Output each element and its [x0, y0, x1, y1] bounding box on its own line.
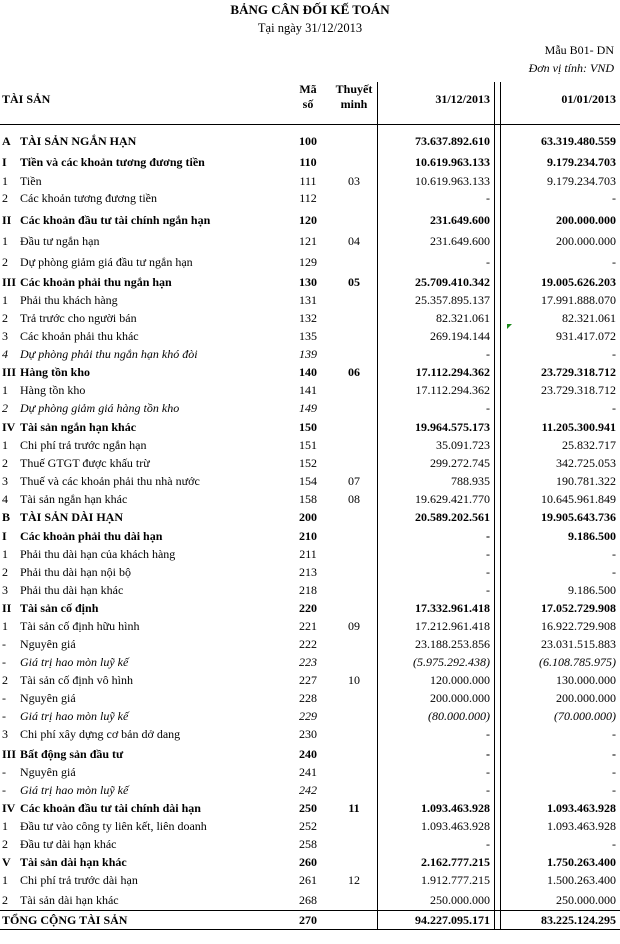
value-2013: 10.619.963.133 — [415, 155, 490, 169]
value-2012: 9.179.234.703 — [547, 174, 616, 188]
row-code: 129 — [299, 255, 317, 269]
row-number: V — [2, 855, 11, 869]
row-note: 10 — [348, 673, 360, 687]
row-number: 4 — [2, 492, 8, 506]
value-2013: 269.194.144 — [430, 329, 490, 343]
value-2013: 35.091.723 — [436, 438, 490, 452]
row-code: 218 — [299, 583, 317, 597]
row-label: Dự phòng giảm giá đầu tư ngắn hạn — [20, 255, 193, 269]
value-2013: 82.321.061 — [436, 311, 490, 325]
table-row — [0, 653, 620, 671]
value-2013: 20.589.202.561 — [415, 510, 490, 524]
row-number: 2 — [2, 673, 8, 687]
value-2013: 1.093.463.928 — [421, 801, 490, 815]
value-2012: 250.000.000 — [556, 893, 616, 907]
header-assets: TÀI SẢN — [2, 92, 51, 106]
value-2013: 120.000.000 — [430, 673, 490, 687]
total-rule-bottom — [0, 929, 620, 930]
value-2012: 10.645.961.849 — [541, 492, 616, 506]
row-note: 11 — [348, 801, 360, 815]
value-2012: 11.205.300.941 — [541, 420, 616, 434]
table-row — [0, 671, 620, 689]
row-number: I — [2, 529, 7, 543]
row-code: 120 — [299, 213, 317, 227]
value-2012: 17.991.888.070 — [541, 293, 616, 307]
value-2013: 231.649.600 — [430, 213, 490, 227]
value-2012: 23.031.515.883 — [541, 637, 616, 651]
row-code: 227 — [299, 673, 317, 687]
row-number: 1 — [2, 174, 8, 188]
header-code — [290, 82, 326, 112]
row-number: II — [2, 213, 12, 227]
row-code: 268 — [299, 893, 317, 907]
value-2012: 17.052.729.908 — [541, 601, 616, 615]
table-row — [0, 232, 620, 250]
value-2013: - — [486, 529, 490, 543]
row-code: 151 — [299, 438, 317, 452]
row-number: - — [2, 783, 6, 797]
row-note: 04 — [348, 234, 360, 248]
row-label: Tài sản cố định — [20, 601, 99, 615]
row-note: 09 — [348, 619, 360, 633]
row-number: - — [2, 691, 6, 705]
report-date: Tại ngày 31/12/2013 — [257, 21, 363, 35]
value-2013: - — [486, 583, 490, 597]
header-code-line2: số — [302, 97, 314, 111]
row-code: 100 — [299, 134, 317, 148]
row-label: Giá trị hao mòn luỹ kế — [20, 783, 129, 797]
row-number: 4 — [2, 347, 8, 361]
row-code: 121 — [299, 234, 317, 248]
value-2012: - — [612, 727, 616, 741]
value-2012: - — [612, 347, 616, 361]
row-code: 111 — [299, 174, 317, 188]
row-number: IV — [2, 420, 16, 434]
value-2012: 1.750.263.400 — [547, 855, 616, 869]
header-rule — [0, 124, 620, 125]
row-number: 1 — [2, 293, 8, 307]
row-label: Hàng tồn kho — [20, 383, 86, 397]
row-number: 1 — [2, 873, 8, 887]
table-row — [0, 418, 620, 436]
row-label: Tài sản dài hạn khác — [20, 855, 127, 869]
value-2012: 342.725.053 — [556, 456, 616, 470]
row-label: Đầu tư dài hạn khác — [20, 837, 117, 851]
row-code: 258 — [299, 837, 317, 851]
row-label: Các khoản đầu tư tài chính dài hạn — [20, 801, 201, 815]
row-label: Phải thu dài hạn của khách hàng — [20, 547, 176, 561]
row-label: Các khoản phải thu khác — [20, 329, 139, 343]
row-number: A — [2, 134, 11, 148]
table-row — [0, 563, 620, 581]
row-code: 135 — [299, 329, 317, 343]
row-number: - — [2, 765, 6, 779]
row-label: Tiền và các khoản tương đương tiền — [20, 155, 205, 169]
value-2013: (5.975.292.438) — [413, 655, 490, 669]
row-note: 05 — [348, 275, 360, 289]
value-2013: 200.000.000 — [430, 691, 490, 705]
table-row — [0, 253, 620, 271]
row-note: 08 — [348, 492, 360, 506]
table-row — [0, 781, 620, 799]
row-label: Phải thu dài hạn khác — [20, 583, 124, 597]
table-row — [0, 745, 620, 763]
row-label: Nguyên giá — [20, 765, 76, 779]
table-row — [0, 707, 620, 725]
row-code: 110 — [299, 155, 317, 169]
row-label: Tài sản dài hạn khác — [20, 893, 119, 907]
row-note: 03 — [348, 174, 360, 188]
row-code: 132 — [299, 311, 317, 325]
value-2012: 16.922.729.908 — [541, 619, 616, 633]
row-code: 229 — [299, 709, 317, 723]
row-number: III — [2, 747, 17, 761]
value-2012: 200.000.000 — [556, 691, 616, 705]
table-row — [0, 599, 620, 617]
table-row — [0, 871, 620, 889]
value-2012: 130.000.000 — [556, 673, 616, 687]
cell-comment-marker — [507, 324, 512, 329]
report-title: BẢNG CÂN ĐỐI KẾ TOÁN — [230, 2, 390, 17]
row-label: Các khoản đầu tư tài chính ngắn hạn — [20, 213, 211, 227]
table-row — [0, 436, 620, 454]
table-row — [0, 345, 620, 363]
row-number: 2 — [2, 311, 8, 325]
value-2013: 23.188.253.856 — [415, 637, 490, 651]
row-label: Thuế GTGT được khấu trừ — [20, 456, 150, 470]
value-2013: 17.112.294.362 — [415, 365, 490, 379]
row-code: 211 — [299, 547, 317, 561]
value-2013: 10.619.963.133 — [415, 174, 490, 188]
table-row — [0, 617, 620, 635]
row-number: I — [2, 155, 7, 169]
row-label: Đầu tư ngắn hạn — [20, 234, 100, 248]
value-2012: 63.319.480.559 — [541, 134, 616, 148]
table-row — [0, 490, 620, 508]
row-number: 2 — [2, 837, 8, 851]
row-code: 154 — [299, 474, 317, 488]
value-2013: 25.357.895.137 — [415, 293, 490, 307]
row-code: 228 — [299, 691, 317, 705]
value-2012: 931.417.072 — [556, 329, 616, 343]
value-2013: - — [486, 255, 490, 269]
value-2012: 19.005.626.203 — [541, 275, 616, 289]
value-2012: - — [612, 255, 616, 269]
table-row — [0, 689, 620, 707]
table-row — [0, 153, 620, 171]
value-2013: - — [486, 565, 490, 579]
value-2013: 788.935 — [451, 474, 490, 488]
table-row — [0, 172, 620, 190]
row-code: 139 — [299, 347, 317, 361]
value-2012: 1.093.463.928 — [547, 819, 616, 833]
table-row — [0, 508, 620, 526]
table-header — [0, 82, 620, 124]
row-note: 12 — [348, 873, 360, 887]
row-number: 2 — [2, 893, 8, 907]
value-2013: - — [486, 783, 490, 797]
row-label: Dự phòng phải thu ngắn hạn khó đòi — [20, 347, 198, 361]
table-row — [0, 381, 620, 399]
header-col-2013: 31/12/2013 — [435, 92, 490, 106]
row-code: 152 — [299, 456, 317, 470]
row-label: Bất động sản đầu tư — [20, 747, 124, 761]
table-row — [0, 763, 620, 781]
row-label: Phải thu dài hạn nội bộ — [20, 565, 131, 579]
value-2013: 17.212.961.418 — [415, 619, 490, 633]
table-row — [0, 454, 620, 472]
value-2012: - — [612, 765, 616, 779]
table-row — [0, 189, 620, 207]
currency-unit: Đơn vị tính: VND — [528, 61, 614, 75]
value-2012: 23.729.318.712 — [541, 365, 616, 379]
table-row — [0, 309, 620, 327]
row-label: Thuế và các khoản phải thu nhà nước — [20, 474, 200, 488]
table-row — [0, 291, 620, 309]
row-code: 112 — [299, 191, 317, 205]
row-number: 3 — [2, 583, 8, 597]
total-value-2012: 83.225.124.295 — [541, 913, 616, 927]
form-code: Mẫu B01- DN — [544, 43, 614, 57]
row-code: 230 — [299, 727, 317, 741]
row-code: 223 — [299, 655, 317, 669]
table-row — [0, 363, 620, 381]
row-number: 2 — [2, 456, 8, 470]
row-number: 1 — [2, 547, 8, 561]
value-2013: 19.629.421.770 — [415, 492, 490, 506]
value-2013: 73.637.892.610 — [415, 134, 490, 148]
table-row — [0, 891, 620, 909]
row-number: 3 — [2, 727, 8, 741]
row-code: 150 — [299, 420, 317, 434]
value-2012: 23.729.318.712 — [541, 383, 616, 397]
row-label: Tài sản ngắn hạn khác — [20, 492, 128, 506]
value-2012: - — [612, 547, 616, 561]
table-row — [0, 835, 620, 853]
total-value-2013: 94.227.095.171 — [415, 913, 490, 927]
row-code: 250 — [299, 801, 317, 815]
value-2012: - — [612, 783, 616, 797]
value-2012: (6.108.785.975) — [539, 655, 616, 669]
row-label: Phải thu khách hàng — [20, 293, 118, 307]
row-label: TÀI SẢN DÀI HẠN — [20, 510, 124, 524]
value-2012: 9.186.500 — [568, 583, 616, 597]
value-2012: 200.000.000 — [556, 234, 616, 248]
row-label: Tiền — [20, 174, 42, 188]
value-2012: 1.500.263.400 — [547, 873, 616, 887]
row-label: TÀI SẢN NGẮN HẠN — [20, 134, 137, 148]
table-row — [0, 799, 620, 817]
row-label: Chi phí xây dựng cơ bản dở dang — [20, 727, 181, 741]
row-code: 210 — [299, 529, 317, 543]
row-note: 06 — [348, 365, 360, 379]
row-label: Tài sản cố định hữu hình — [20, 619, 140, 633]
row-number: II — [2, 601, 12, 615]
row-label: Trả trước cho người bán — [20, 311, 137, 325]
row-label: Giá trị hao mòn luỹ kế — [20, 709, 129, 723]
value-2012: 25.832.717 — [562, 438, 616, 452]
row-number: B — [2, 510, 11, 524]
row-label: Đầu tư vào công ty liên kết, liên doanh — [20, 819, 207, 833]
header-col-2012: 01/01/2013 — [561, 92, 616, 106]
value-2012: 200.000.000 — [556, 213, 616, 227]
row-number: 1 — [2, 383, 8, 397]
value-2013: - — [486, 401, 490, 415]
value-2012: 82.321.061 — [562, 311, 616, 325]
row-code: 261 — [299, 873, 317, 887]
row-label: Các khoản tương đương tiền — [20, 191, 158, 205]
row-label: Chi phí trả trước dài hạn — [20, 873, 138, 887]
row-label: Tài sản cố định vô hình — [20, 673, 133, 687]
row-number: III — [2, 365, 17, 379]
row-code: 140 — [299, 365, 317, 379]
row-code: 213 — [299, 565, 317, 579]
row-code: 158 — [299, 492, 317, 506]
value-2013: 2.162.777.215 — [421, 855, 490, 869]
value-2013: 299.272.745 — [430, 456, 490, 470]
value-2012: 9.186.500 — [568, 529, 616, 543]
table-row — [0, 327, 620, 345]
value-2013: 250.000.000 — [430, 893, 490, 907]
value-2013: 1.093.463.928 — [421, 819, 490, 833]
row-label: Tài sản ngắn hạn khác — [20, 420, 137, 434]
header-note — [326, 82, 382, 112]
value-2013: (80.000.000) — [428, 709, 490, 723]
row-number: - — [2, 655, 6, 669]
row-label: Các khoản phải thu ngắn hạn — [20, 275, 172, 289]
value-2012: - — [612, 565, 616, 579]
value-2012: 9.179.234.703 — [547, 155, 616, 169]
value-2012: (70.000.000) — [554, 709, 616, 723]
row-number: 2 — [2, 401, 8, 415]
header-note-line2: minh — [340, 97, 368, 111]
row-code: 260 — [299, 855, 317, 869]
row-label: Chi phí trả trước ngắn hạn — [20, 438, 147, 452]
table-row — [0, 527, 620, 545]
row-number: - — [2, 637, 6, 651]
row-number: 2 — [2, 191, 8, 205]
header-code-line1: Mã — [299, 82, 317, 96]
table-row — [0, 472, 620, 490]
row-number: 1 — [2, 619, 8, 633]
row-number: 1 — [2, 234, 8, 248]
row-code: 131 — [299, 293, 317, 307]
total-code: 270 — [299, 913, 317, 927]
row-label: Giá trị hao mòn luỹ kế — [20, 655, 129, 669]
row-code: 130 — [299, 275, 317, 289]
value-2013: - — [486, 765, 490, 779]
row-code: 220 — [299, 601, 317, 615]
row-number: - — [2, 709, 6, 723]
row-label: Các khoản phải thu dài hạn — [20, 529, 163, 543]
row-code: 241 — [299, 765, 317, 779]
total-label: TỔNG CỘNG TÀI SẢN — [2, 913, 128, 927]
row-code: 242 — [299, 783, 317, 797]
table-row — [0, 581, 620, 599]
table-row — [0, 817, 620, 835]
row-label: Hàng tồn kho — [20, 365, 91, 379]
row-code: 221 — [299, 619, 317, 633]
row-code: 222 — [299, 637, 317, 651]
table-row — [0, 725, 620, 743]
table-row — [0, 545, 620, 563]
row-number: 2 — [2, 255, 8, 269]
row-code: 200 — [299, 510, 317, 524]
value-2013: - — [486, 191, 490, 205]
value-2013: - — [486, 347, 490, 361]
row-number: III — [2, 275, 17, 289]
row-number: 1 — [2, 438, 8, 452]
row-note: 07 — [348, 474, 360, 488]
value-2012: - — [612, 401, 616, 415]
value-2012: 19.905.643.736 — [541, 510, 616, 524]
value-2013: - — [486, 747, 490, 761]
value-2012: 190.781.322 — [556, 474, 616, 488]
table-row — [0, 273, 620, 291]
row-number: 3 — [2, 329, 8, 343]
value-2012: 1.093.463.928 — [547, 801, 616, 815]
value-2013: - — [486, 727, 490, 741]
value-2013: - — [486, 547, 490, 561]
row-number: 1 — [2, 819, 8, 833]
row-number: 2 — [2, 565, 8, 579]
value-2012: - — [612, 747, 616, 761]
row-number: IV — [2, 801, 16, 815]
value-2013: 19.964.575.173 — [415, 420, 490, 434]
row-label: Dự phòng giảm giá hàng tồn kho — [20, 401, 180, 415]
table-row — [0, 853, 620, 871]
table-row — [0, 211, 620, 229]
table-row — [0, 399, 620, 417]
row-label: Nguyên giá — [20, 691, 76, 705]
table-row — [0, 635, 620, 653]
row-label: Nguyên giá — [20, 637, 76, 651]
row-code: 240 — [299, 747, 317, 761]
value-2013: 17.112.294.362 — [415, 383, 490, 397]
value-2013: - — [486, 837, 490, 851]
row-number: 3 — [2, 474, 8, 488]
row-code: 149 — [299, 401, 317, 415]
row-code: 141 — [299, 383, 317, 397]
value-2013: 1.912.777.215 — [421, 873, 490, 887]
value-2013: 231.649.600 — [430, 234, 490, 248]
total-row — [0, 911, 620, 929]
row-code: 252 — [299, 819, 317, 833]
value-2012: - — [612, 191, 616, 205]
value-2012: - — [612, 837, 616, 851]
table-row — [0, 132, 620, 150]
value-2013: 25.709.410.342 — [415, 275, 490, 289]
header-note-line1: Thuyết — [335, 82, 373, 96]
value-2013: 17.332.961.418 — [415, 601, 490, 615]
